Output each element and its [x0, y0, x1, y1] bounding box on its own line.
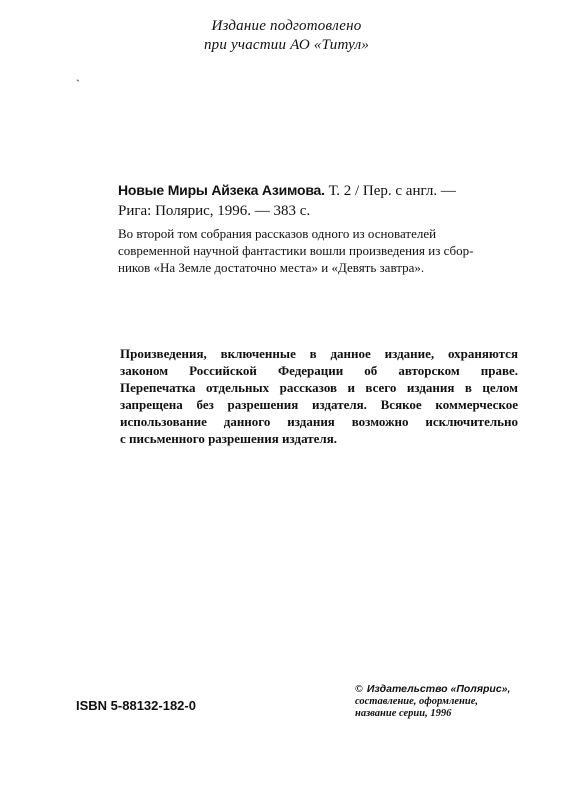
stray-mark: ` [76, 77, 80, 91]
bibliographic-record [118, 180, 518, 221]
rights-line-5: использование данного издания возможно исключительно [120, 414, 518, 429]
annotation-line-1: Во второй том собрания рассказов одного из основателей [118, 226, 437, 241]
rights-line-3: Перепечатка отдельных рассказов и всего издания в целом [120, 380, 518, 395]
volume-translation-info: Т. 2 / Пер. с англ. — [324, 183, 456, 199]
copyright-line-1 [355, 683, 535, 696]
copyright-symbol: © [355, 684, 363, 695]
annotation-line-3: ников «На Земле достаточно места» и «Девять завтра». [118, 260, 425, 275]
rights-line-6: с письменного разрешения издателя. [120, 431, 337, 446]
book-title: Новые Миры Айзека Азимова. [118, 182, 325, 198]
edition-note-line-2: при участии АО «Титул» [203, 37, 370, 53]
bibliographic-line-1 [118, 180, 518, 201]
rights-line-1: Произведения, включенные в данное издание, охраняются [120, 346, 518, 361]
copyright-line-2: составление, оформление, [355, 696, 478, 707]
annotation [118, 225, 518, 276]
edition-note [0, 17, 573, 55]
annotation-line-2: современной научной фантастики вошли произведения из сбор- [118, 243, 474, 258]
copyright-line-3: название серии, 1996 [355, 708, 452, 719]
rights-line-2: законом Российской Федерации об авторском праве. [120, 363, 518, 378]
isbn: ISBN 5-88132-182-0 [76, 698, 196, 713]
rights-notice [120, 345, 518, 447]
copyright-publisher: Издательство «Полярис», [366, 683, 511, 695]
publication-info: Рига: Полярис, 1996. — 383 с. [118, 203, 311, 219]
copyright-notice [355, 683, 535, 720]
edition-note-line-1: Издание подготовлено [211, 18, 362, 34]
rights-line-4: запрещена без разрешения издателя. Всякое коммерческое [120, 397, 518, 412]
